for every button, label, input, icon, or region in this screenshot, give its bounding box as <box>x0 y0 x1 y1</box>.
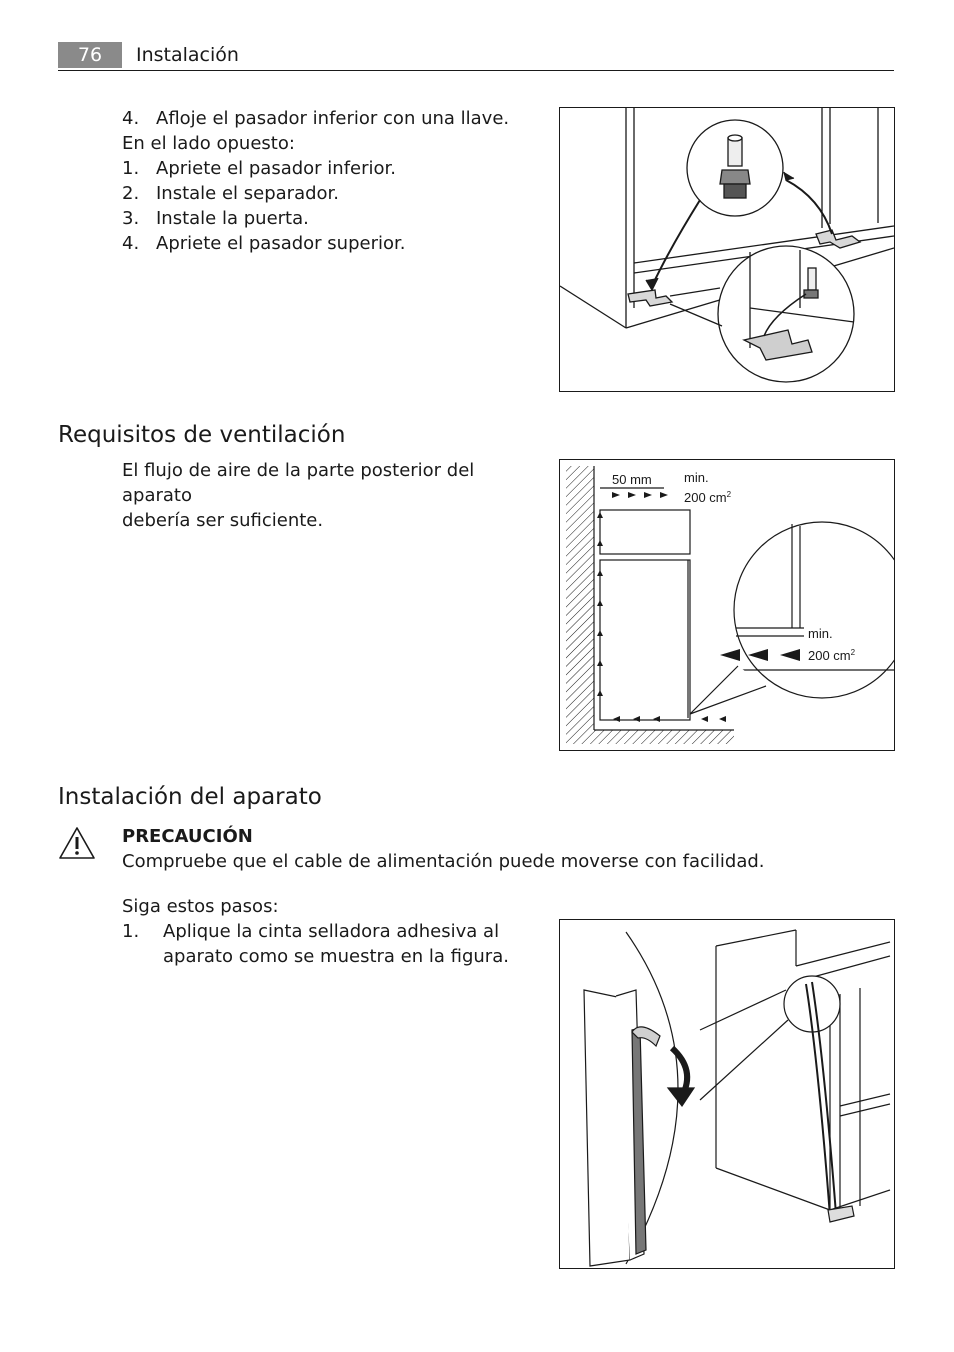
top-area-label: 200 $cm^2$ <box>684 490 732 505</box>
sealing-tape-illustration <box>559 919 895 1269</box>
steps-intro: Siga estos pasos: <box>122 896 279 917</box>
ventilation-diagram <box>559 459 895 751</box>
door-steps <box>122 106 542 256</box>
step-item: 4. Afloje el pasador inferior con una llave. <box>122 108 510 129</box>
hinge-pin-illustration <box>559 107 895 392</box>
warning-title: PRECAUCIÓN <box>122 826 253 847</box>
step-item: 2. Instale el separador. <box>122 183 340 204</box>
header-rule <box>58 70 894 71</box>
opposite-side-label: En el lado opuesto: <box>122 133 295 154</box>
step-item: 1. Aplique la cinta selladora adhesiva al aparato como se muestra en la figura. <box>122 921 509 967</box>
bottom-area-label: 200 $cm^2$ <box>808 648 856 663</box>
top-min-label: min. <box>684 470 709 485</box>
step-item: 1. Apriete el pasador inferior. <box>122 158 396 179</box>
bottom-min-label: min. <box>808 626 833 641</box>
step-item: 3. Instale la puerta. <box>122 208 309 229</box>
warning-triangle-icon <box>58 826 96 860</box>
ventilation-heading: Requisitos de ventilación <box>58 422 346 448</box>
warning-text: Compruebe que el cable de alimentación puede moverse con facilidad. <box>122 851 765 872</box>
page-number: 76 <box>58 42 122 68</box>
section-title: Instalación <box>136 44 239 66</box>
step-item: 4. Apriete el pasador superior. <box>122 233 406 254</box>
installation-steps <box>122 919 522 969</box>
installation-heading: Instalación del aparato <box>58 784 322 810</box>
gap-label: 50 mm <box>612 472 652 487</box>
ventilation-text: El flujo de aire de la parte posterior del aparato debería ser suficiente. <box>122 460 475 531</box>
